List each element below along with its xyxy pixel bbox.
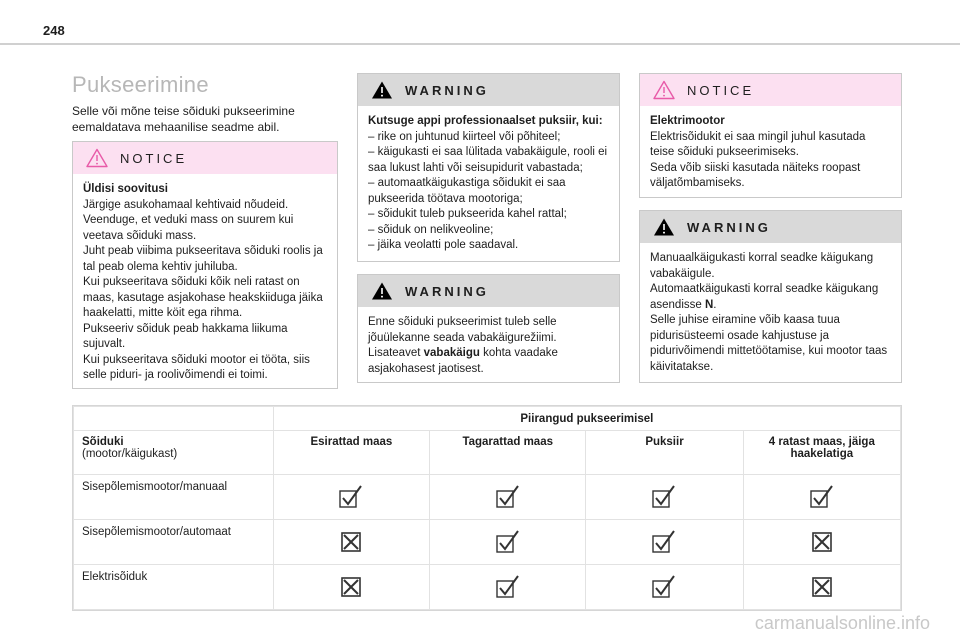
checkmark-box-icon: [651, 581, 677, 593]
row-label: Sisepõlemismootor/automaat: [74, 520, 274, 565]
warning-label: WARNING: [405, 82, 489, 98]
warning-header: [358, 275, 619, 307]
warning-line: Manuaalkäigukasti korral seadke käigukang vabakäigule.: [650, 252, 874, 280]
warning-box-professional: [357, 73, 620, 262]
vehicle-header: Sõiduki: [82, 436, 124, 448]
notice-header: [73, 142, 337, 174]
status-cell: [743, 565, 900, 610]
notice-heading: Elektrimootor: [650, 115, 725, 127]
status-cell: [743, 475, 900, 520]
warning-label: WARNING: [405, 283, 489, 299]
row-label: Sisepõlemismootor/manuaal: [74, 475, 274, 520]
warning-triangle-icon: [371, 80, 393, 100]
status-cell: [273, 565, 429, 610]
notice-line: Elektrisõidukit ei saa mingil juhul kasutada teise sõiduki pukseerimiseks.: [650, 130, 866, 158]
checkmark-box-icon: [338, 491, 364, 503]
column-header: Esirattad maas: [273, 431, 429, 475]
column-header: Tagarattad maas: [430, 431, 586, 475]
table-group-header: Piirangud pukseerimisel: [273, 407, 900, 431]
table-row: [74, 520, 901, 565]
warning-line: Enne sõiduki pukseerimist tuleb selle jõuülekanne seada vabakäigurežiimi.: [368, 316, 557, 344]
status-cell: [273, 520, 429, 565]
table-row: [74, 475, 901, 520]
header-rule: [0, 43, 960, 45]
checkmark-box-icon: [809, 491, 835, 503]
notice-triangle-icon: [86, 148, 108, 168]
warning-line: – rike on juhtunud kiirteel või põhiteel;: [368, 130, 561, 143]
checkmark-box-icon: [495, 581, 521, 593]
column-header: 4 ratast maas, jäiga haakelatiga: [743, 431, 900, 475]
notice-line: Kui pukseeritava sõiduki kõik neli ratast on maas, kasutage asjakohase heakskiiduga jäika haakelatti, mitte köit ega rihma.: [83, 276, 323, 319]
notice-label: NOTICE: [687, 82, 755, 98]
checkmark-box-icon: [495, 536, 521, 548]
warning-line: Selle juhise eiramine võib kaasa tuua pidurisüsteemi osade kahjustuse ja pidurivõimendi mittetöötamise, kui mootor taas käivitatakse.: [650, 314, 888, 373]
warning-body: [358, 307, 619, 383]
notice-line: Seda võib siiski kasutada näiteks roopast väljatõmbamiseks.: [650, 161, 861, 189]
warning-line: – sõiduk on nelikveoline;: [368, 223, 494, 236]
intro-text: Selle või mõne teise sõiduki pukseerimine eemaldatava mehaanilise seadme abil.: [72, 104, 295, 134]
page-number: 248: [43, 23, 65, 38]
cross-box-icon: [811, 536, 833, 548]
cross-box-icon: [811, 581, 833, 593]
notice-box-general: [72, 141, 338, 389]
restrictions-table: [73, 406, 901, 610]
warning-line: [368, 346, 609, 377]
notice-body: [640, 106, 901, 198]
notice-line: Kui pukseeritava sõiduki mootor ei tööta, siis selle piduri- ja roolivõimendi ei toimi.: [83, 353, 310, 381]
warning-text: kohta vaadake asjakohasest jaotisest.: [368, 347, 558, 375]
notice-label: NOTICE: [120, 150, 188, 166]
column-header: Puksiir: [586, 431, 743, 475]
warning-line: – käigukasti ei saa lülitada vabakäigule, rooli ei saa lukust lahti või seisupidurit vabastada;: [368, 146, 608, 174]
warning-header: [358, 74, 619, 106]
status-cell: [743, 520, 900, 565]
warning-bold-term: N: [704, 298, 714, 311]
notice-header: [640, 74, 901, 106]
vehicle-subheader: (mootor/käigukast): [82, 448, 178, 460]
warning-text: Lisateavet: [368, 347, 424, 359]
warning-body: [640, 243, 901, 381]
notice-heading: Üldisi soovitusi: [83, 183, 168, 195]
notice-line: Järgige asukohamaal kehtivaid nõudeid.: [83, 198, 289, 211]
warning-header: [640, 211, 901, 243]
checkmark-box-icon: [651, 536, 677, 548]
status-cell: [430, 565, 586, 610]
status-cell: [586, 475, 743, 520]
status-cell: [430, 475, 586, 520]
warning-body: [358, 106, 619, 260]
notice-line: Veenduge, et veduki mass on suurem kui veetava sõiduki mass.: [83, 214, 294, 242]
notice-line: Pukseeriv sõiduk peab hakkama liikuma sujuvalt.: [83, 322, 288, 350]
warning-text: .: [713, 298, 717, 311]
table-row: [74, 565, 901, 610]
warning-triangle-icon: [653, 217, 675, 237]
warning-box-gear: [639, 210, 902, 383]
watermark: carmanualsonline.info: [754, 613, 930, 633]
row-label: Elektrisõiduk: [74, 565, 274, 610]
notice-triangle-icon: [653, 80, 675, 100]
status-cell: [273, 475, 429, 520]
page-title: Pukseerimine: [72, 72, 209, 97]
warning-bold-term: vabakäigu: [423, 347, 480, 359]
warning-line: – automaatkäigukastiga sõidukit ei saa pukseerida töötava mootoriga;: [368, 177, 566, 205]
cross-box-icon: [340, 536, 362, 548]
warning-line: [650, 282, 891, 313]
status-cell: [586, 520, 743, 565]
table-column-header-row: [74, 431, 901, 475]
vehicle-header-cell: [74, 431, 274, 475]
notice-line: Juht peab viibima pukseeritava sõiduki roolis ja tal peab olema kehtiv juhiluba.: [83, 245, 323, 273]
status-cell: [430, 520, 586, 565]
table-empty-cell: [74, 407, 274, 431]
notice-body: [73, 174, 337, 390]
warning-text: Automaatkäigukasti korral seadke käigukang asendisse: [650, 283, 879, 311]
cross-box-icon: [340, 581, 362, 593]
warning-heading: Kutsuge appi professionaalset puksiir, kui:: [368, 115, 603, 127]
warning-box-neutral: [357, 274, 620, 383]
warning-line: – sõidukit tuleb pukseerida kahel rattal;: [368, 208, 567, 220]
status-cell: [586, 565, 743, 610]
checkmark-box-icon: [495, 491, 521, 503]
warning-triangle-icon: [371, 281, 393, 301]
notice-box-electric: [639, 73, 902, 198]
towing-restrictions-table: [72, 405, 902, 611]
warning-line: – jäika veolatti pole saadaval.: [368, 239, 519, 251]
table-group-header-row: [74, 407, 901, 431]
warning-label: WARNING: [687, 219, 771, 235]
checkmark-box-icon: [651, 491, 677, 503]
